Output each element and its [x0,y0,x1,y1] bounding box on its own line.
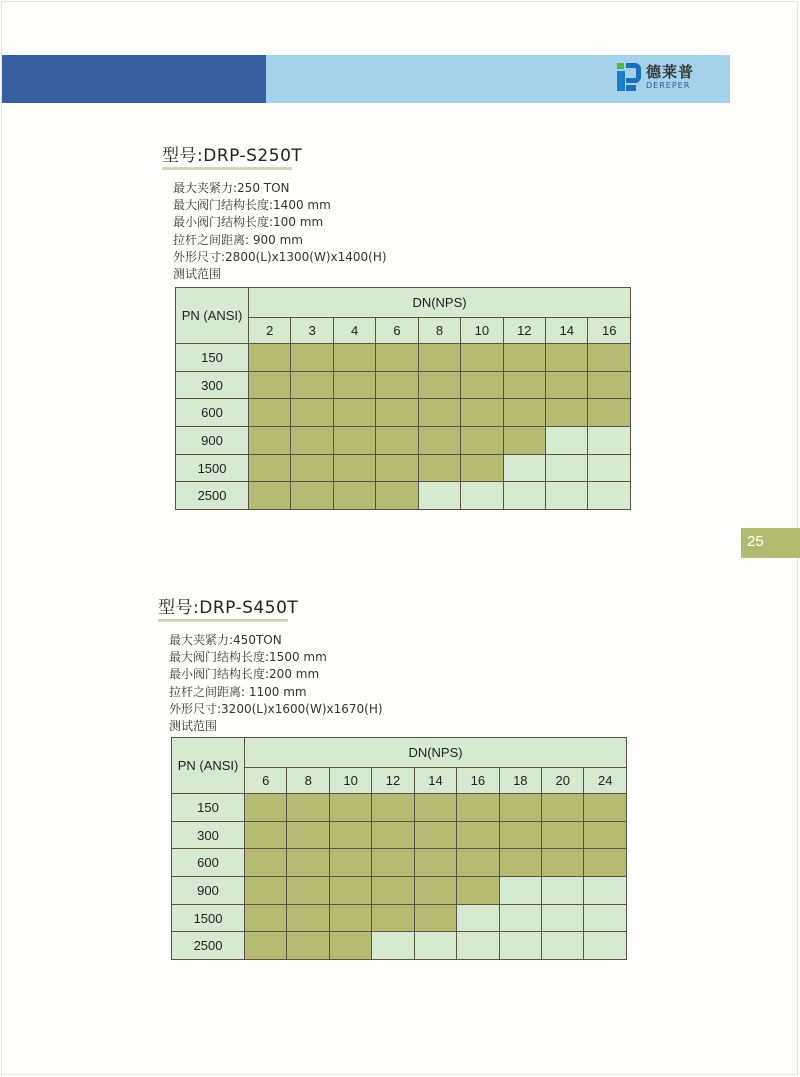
cell-supported [329,794,371,822]
cell-unsupported [457,932,499,960]
header-row [172,738,627,768]
model-section-s450t [158,593,383,735]
spec-test-range-label: 测试范围 [169,719,218,734]
cell-supported [333,399,375,427]
cell-supported [249,344,291,372]
size-header: 6 [376,318,418,344]
cell-supported [287,821,329,849]
cell-supported [418,344,460,372]
cell-supported [546,399,588,427]
cell-supported [249,454,291,482]
cell-supported [376,399,418,427]
spec-max-clamp-force: 最大夹紧力:450TON [169,633,282,647]
spec-dimensions: 外形尺寸:2800(L)x1300(W)x1400(H) [173,249,387,264]
cell-supported [287,932,329,960]
cell-unsupported [584,877,627,905]
cell-supported [503,399,545,427]
cell-supported [499,849,541,877]
spec-min-valve-length: 最小阀门结构长度:200 mm [169,667,320,682]
cell-supported [329,904,371,932]
cell-supported [503,427,545,455]
cell-supported [372,794,414,822]
cell-supported [584,821,627,849]
table-row [176,454,631,482]
cell-supported [376,371,418,399]
cell-supported [414,821,456,849]
cell-supported [372,904,414,932]
size-header: 20 [542,768,584,794]
cell-supported [329,849,371,877]
size-header: 14 [546,318,588,344]
cell-supported [287,849,329,877]
spec-dimensions: 外形尺寸:3200(L)x1600(W)x1670(H) [169,701,383,716]
spec-max-clamp-force: 最大夹紧力:250 TON [173,181,290,195]
cell-supported [376,427,418,455]
cell-supported [249,371,291,399]
table-row [176,427,631,455]
cell-supported [499,821,541,849]
cell-supported [249,427,291,455]
cell-supported [329,877,371,905]
pressure-class: 1500 [172,904,245,932]
size-header: 24 [584,768,627,794]
cell-supported [461,399,503,427]
cell-supported [414,877,456,905]
test-range-table-s450t [171,737,627,960]
pn-header: PN (ANSI) [176,288,249,344]
cell-supported [291,427,333,455]
cell-unsupported [457,904,499,932]
cell-unsupported [584,932,627,960]
spec-list [169,632,383,735]
cell-unsupported [499,877,541,905]
cell-supported [418,427,460,455]
cell-supported [588,399,631,427]
pressure-class: 600 [172,849,245,877]
cell-supported [333,427,375,455]
cell-supported [333,344,375,372]
table-row [172,849,627,877]
title-underline [162,167,292,170]
cell-supported [461,427,503,455]
table-row [176,371,631,399]
cell-unsupported [499,932,541,960]
pressure-class: 150 [176,344,249,372]
pressure-class: 300 [176,371,249,399]
cell-supported [499,794,541,822]
cell-supported [287,794,329,822]
cell-supported [542,849,584,877]
cell-supported [457,877,499,905]
cell-supported [546,344,588,372]
cell-supported [372,849,414,877]
cell-supported [245,849,287,877]
cell-supported [291,482,333,510]
table-row [172,794,627,822]
cell-supported [333,371,375,399]
pressure-class: 300 [172,821,245,849]
pn-header: PN (ANSI) [172,738,245,794]
cell-unsupported [499,904,541,932]
table-row [176,399,631,427]
size-header: 10 [329,768,371,794]
cell-supported [588,344,631,372]
cell-supported [291,344,333,372]
cell-unsupported [542,877,584,905]
table-row [176,482,631,510]
cell-supported [503,371,545,399]
cell-supported [372,877,414,905]
brand-name-cn: 德莱普 [645,62,694,81]
brand-logo [617,63,694,91]
banner-dark-block [2,55,266,103]
model-title: 型号:DRP-S250T [162,146,303,166]
cell-supported [376,454,418,482]
cell-unsupported [542,904,584,932]
cell-supported [457,849,499,877]
cell-supported [542,794,584,822]
cell-supported [546,371,588,399]
pressure-class: 2500 [176,482,249,510]
cell-supported [245,904,287,932]
spec-tie-rod-distance: 拉杆之间距离: 1100 mm [169,684,307,699]
cell-supported [461,371,503,399]
size-header: 14 [414,768,456,794]
header-row [176,288,631,318]
cell-unsupported [503,482,545,510]
table-row [172,821,627,849]
pressure-class: 1500 [176,454,249,482]
cell-supported [584,794,627,822]
cell-unsupported [503,454,545,482]
cell-supported [461,454,503,482]
cell-supported [542,821,584,849]
cell-supported [414,904,456,932]
size-header: 2 [249,318,291,344]
cell-unsupported [414,932,456,960]
size-header: 10 [461,318,503,344]
size-header: 12 [503,318,545,344]
pressure-class: 150 [172,794,245,822]
cell-supported [376,344,418,372]
test-range-table-s250t [175,287,631,510]
cell-supported [503,344,545,372]
cell-supported [329,821,371,849]
pressure-class: 600 [176,399,249,427]
size-header: 8 [287,768,329,794]
pressure-class: 2500 [172,932,245,960]
cell-supported [249,399,291,427]
cell-supported [414,794,456,822]
cell-supported [584,849,627,877]
cell-supported [418,399,460,427]
size-header: 8 [418,318,460,344]
size-header: 6 [245,768,287,794]
cell-supported [457,821,499,849]
cell-supported [245,932,287,960]
cell-unsupported [546,454,588,482]
spec-min-valve-length: 最小阀门结构长度:100 mm [173,215,324,230]
brand-name-en: DEREPER [645,80,691,90]
cell-supported [291,399,333,427]
title-underline [158,619,288,622]
cell-supported [245,821,287,849]
cell-supported [291,371,333,399]
table-row [172,932,627,960]
table-row [176,344,631,372]
cell-supported [414,849,456,877]
cell-supported [333,482,375,510]
header-banner [2,55,730,103]
cell-supported [372,821,414,849]
cell-unsupported [588,427,631,455]
page-number-tab: 25 [741,528,800,558]
cell-unsupported [584,904,627,932]
size-header: 3 [291,318,333,344]
spec-list [173,180,387,283]
cell-supported [245,794,287,822]
cell-unsupported [372,932,414,960]
table-row [172,877,627,905]
model-title: 型号:DRP-S450T [158,598,299,618]
cell-supported [287,877,329,905]
cell-unsupported [588,454,631,482]
spec-max-valve-length: 最大阀门结构长度:1500 mm [169,650,327,665]
cell-supported [333,454,375,482]
cell-unsupported [588,482,631,510]
spec-test-range-label: 测试范围 [173,267,222,282]
cell-supported [457,794,499,822]
size-header: 18 [499,768,541,794]
banner-light-block [266,55,730,103]
cell-unsupported [546,482,588,510]
size-header: 4 [333,318,375,344]
cell-supported [245,877,287,905]
cell-unsupported [418,482,460,510]
size-header: 12 [372,768,414,794]
size-header: 16 [588,318,631,344]
table-row [172,904,627,932]
cell-supported [461,344,503,372]
size-header: 16 [457,768,499,794]
cell-unsupported [546,427,588,455]
cell-supported [418,454,460,482]
logo-mark-icon [617,63,641,91]
model-section-s250t [162,141,387,283]
pressure-class: 900 [176,427,249,455]
cell-unsupported [542,932,584,960]
cell-supported [329,932,371,960]
cell-supported [418,371,460,399]
cell-unsupported [461,482,503,510]
dn-header: DN(NPS) [245,738,627,768]
cell-supported [588,371,631,399]
cell-supported [376,482,418,510]
cell-supported [287,904,329,932]
dn-header: DN(NPS) [249,288,631,318]
cell-supported [291,454,333,482]
spec-max-valve-length: 最大阀门结构长度:1400 mm [173,198,331,213]
pressure-class: 900 [172,877,245,905]
cell-supported [249,482,291,510]
spec-tie-rod-distance: 拉杆之间距离: 900 mm [173,232,303,247]
